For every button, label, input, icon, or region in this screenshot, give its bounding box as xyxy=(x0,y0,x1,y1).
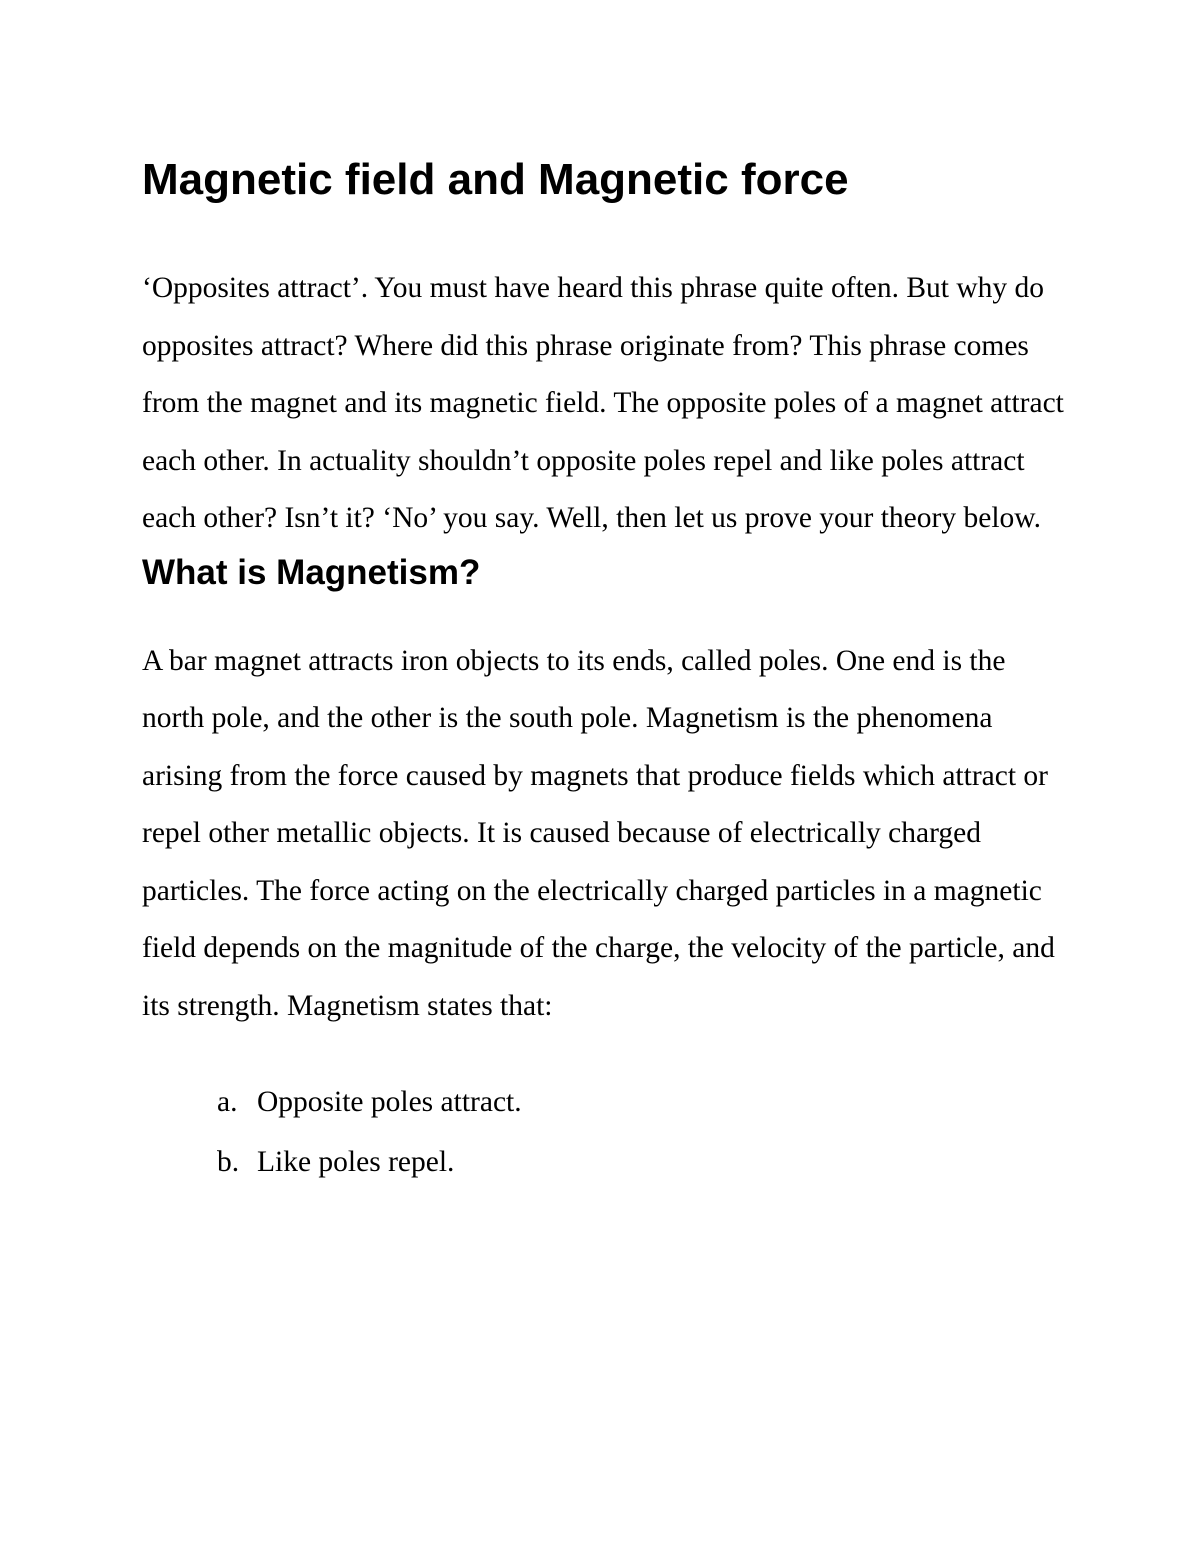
list-item xyxy=(217,1132,1072,1192)
section-paragraph: A bar magnet attracts iron objects to its ends, called poles. One end is the north pole, and the other is the south pole. Magnetism is the phenomena arising from the force caused by magnets that produce fields which attract or repel other metallic objects. It is caused because of electrically charged particles. The force acting on the electrically charged particles in a magnetic field depends on the magnitude of the charge, the velocity of the particle, and its strength. Magnetism states that: xyxy=(142,644,1055,1022)
list-item-marker: a. xyxy=(217,1086,238,1118)
document-title: Magnetic field and Magnetic force xyxy=(142,155,849,204)
list-item-marker: b. xyxy=(217,1146,240,1178)
list-item-text: Opposite poles attract. xyxy=(257,1086,522,1118)
list-item xyxy=(217,1072,1072,1132)
magnetism-rules-list xyxy=(142,1072,1072,1192)
document-content xyxy=(142,150,1072,1192)
list-item-text: Like poles repel. xyxy=(257,1146,455,1178)
intro-paragraph: ‘Opposites attract’. You must have heard this phrase quite often. But why do opposites attract? Where did this phrase originate from? This phrase comes from the magnet and its magnetic field. The opposite poles of a magnet attract each other. In actuality shouldn’t opposite poles repel and like poles attract each other? Isn’t it? ‘No’ you say. Well, then let us prove your theory below. xyxy=(142,272,1064,534)
section-heading: What is Magnetism? xyxy=(142,552,481,592)
